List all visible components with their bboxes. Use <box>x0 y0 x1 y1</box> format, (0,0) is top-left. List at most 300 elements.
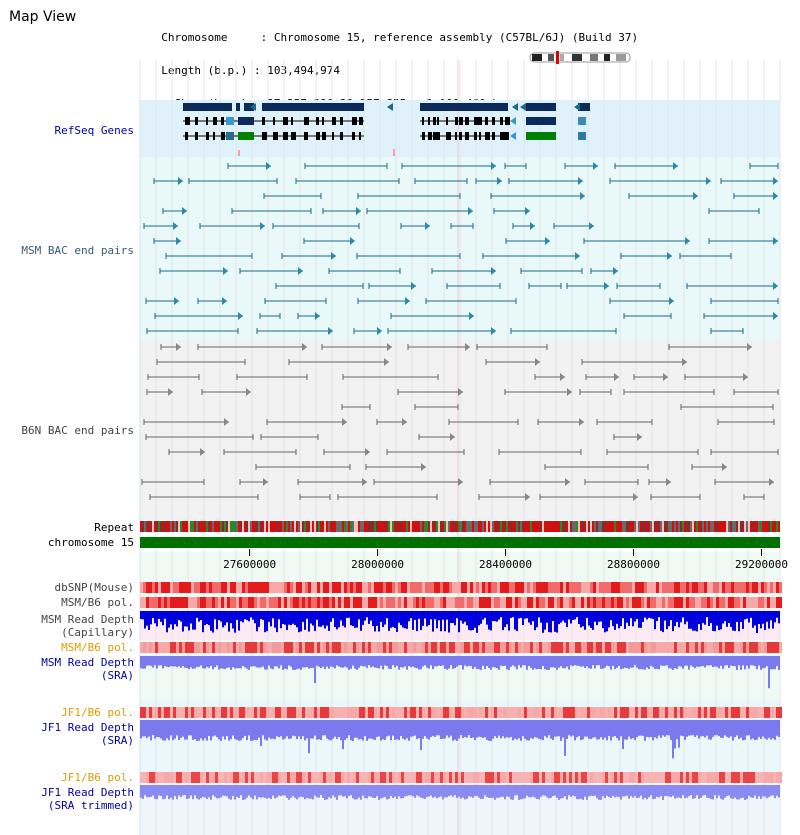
read-depth-bar <box>630 656 632 668</box>
read-depth-bar <box>540 785 542 797</box>
polymorphism-cell <box>713 772 716 783</box>
read-depth-bar <box>632 785 634 798</box>
read-depth-bar <box>378 785 380 800</box>
gene-exon <box>465 117 469 125</box>
read-depth-bar <box>734 720 736 737</box>
repeat-element <box>356 521 358 532</box>
read-depth-bar <box>530 720 532 738</box>
read-depth-bar <box>342 611 344 626</box>
read-depth-bar <box>402 656 404 668</box>
read-depth-bar <box>284 785 286 795</box>
read-depth-bar <box>442 720 444 739</box>
repeat-element <box>412 521 414 532</box>
polymorphism-cell <box>731 772 734 783</box>
read-depth-bar <box>574 720 576 740</box>
repeat-element <box>590 521 592 532</box>
read-depth-bar <box>314 785 316 796</box>
read-depth-bar <box>210 656 212 666</box>
repeat-element <box>216 521 218 532</box>
polymorphism-cell <box>569 642 572 653</box>
read-depth-bar <box>238 785 240 798</box>
read-depth-bar <box>384 720 386 740</box>
polymorphism-cell <box>713 582 716 593</box>
read-depth-bar <box>600 656 602 669</box>
read-depth-bar <box>234 720 236 739</box>
polymorphism-cell <box>590 582 593 593</box>
read-depth-bar <box>404 720 406 740</box>
read-depth-bar <box>412 656 414 667</box>
read-depth-bar <box>244 611 246 619</box>
read-depth-bar <box>478 656 480 669</box>
polymorphism-cell <box>587 707 590 718</box>
polymorphism-cell <box>761 772 764 783</box>
read-depth-bar <box>444 611 446 631</box>
track-label-b6n-bac[interactable]: B6N BAC end pairs <box>21 424 134 437</box>
read-depth-bar <box>522 720 524 736</box>
polymorphism-cell <box>215 707 218 718</box>
gene-exon <box>505 117 510 125</box>
read-depth-bar <box>408 785 410 795</box>
polymorphism-cell <box>464 707 467 718</box>
read-depth-bar <box>440 785 442 796</box>
polymorphism-cell <box>278 707 281 718</box>
read-depth-bar <box>366 611 368 617</box>
polymorphism-cell <box>740 642 743 653</box>
read-depth-bar <box>200 611 202 620</box>
gene-exon <box>474 132 477 140</box>
polymorphism-cell <box>329 772 332 783</box>
polymorphism-cell <box>677 582 680 593</box>
polymorphism-cell <box>257 642 260 653</box>
read-depth-bar <box>376 720 378 737</box>
gene-exon <box>304 132 308 140</box>
polymorphism-cell <box>548 597 551 608</box>
polymorphism-cell <box>623 582 626 593</box>
read-depth-bar <box>380 656 382 666</box>
read-depth-bar <box>554 720 556 737</box>
read-depth-bar <box>462 785 464 798</box>
read-depth-bar <box>292 720 294 736</box>
polymorphism-cell <box>395 642 398 653</box>
polymorphism-cell <box>575 582 578 593</box>
repeat-element <box>192 521 194 532</box>
polymorphism-cell <box>353 707 356 718</box>
polymorphism-cell <box>473 772 476 783</box>
read-depth-bar <box>566 656 568 667</box>
polymorphism-cell <box>755 772 758 783</box>
polymorphism-cell <box>473 707 476 718</box>
polymorphism-cell <box>707 642 710 653</box>
track-label-msm-depth-sra[interactable]: MSM Read Depth <box>41 656 134 669</box>
read-depth-bar <box>614 785 616 797</box>
repeat-element <box>260 521 262 532</box>
polymorphism-cell <box>581 707 584 718</box>
read-depth-bar <box>490 656 492 670</box>
polymorphism-cell <box>152 772 155 783</box>
read-depth-bar <box>704 656 706 667</box>
read-depth-bar <box>576 656 578 666</box>
gene-exon <box>340 117 343 125</box>
repeat-element <box>528 521 530 532</box>
polymorphism-cell <box>581 582 584 593</box>
read-depth-bar <box>502 656 504 666</box>
read-depth-bar <box>634 611 636 622</box>
polymorphism-cell <box>659 597 662 608</box>
polymorphism-cell <box>536 772 539 783</box>
read-depth-bar <box>194 656 196 668</box>
read-depth-bar <box>602 720 604 740</box>
polymorphism-cell <box>326 642 329 653</box>
read-depth-bar <box>498 785 500 798</box>
polymorphism-cell <box>188 597 191 608</box>
read-depth-bar <box>322 720 324 735</box>
polymorphism-cell <box>407 582 410 593</box>
read-depth-bar <box>330 785 332 798</box>
read-depth-bar <box>306 720 308 738</box>
repeat-element <box>744 521 746 532</box>
polymorphism-cell <box>602 642 605 653</box>
polymorphism-cell <box>245 642 248 653</box>
read-depth-bar <box>506 656 508 669</box>
repeat-element <box>204 521 206 532</box>
read-depth-bar <box>578 720 580 736</box>
read-depth-bar <box>642 720 644 736</box>
read-depth-bar <box>454 611 456 625</box>
read-depth-bar <box>236 785 238 797</box>
repeat-element <box>736 521 738 532</box>
polymorphism-cell <box>323 772 326 783</box>
read-depth-bar <box>764 656 766 668</box>
polymorphism-cell <box>644 772 647 783</box>
polymorphism-cell <box>533 707 536 718</box>
read-depth-bar <box>370 720 372 739</box>
repeat-element <box>592 521 594 532</box>
polymorphism-cell <box>311 772 314 783</box>
polymorphism-cell <box>518 597 521 608</box>
repeat-element <box>648 521 650 532</box>
repeat-element <box>770 521 772 532</box>
read-depth-bar <box>528 611 530 623</box>
read-depth-bar <box>596 611 598 625</box>
read-depth-bar <box>578 611 580 624</box>
read-depth-bar <box>668 656 670 668</box>
read-depth-bar <box>684 720 686 740</box>
repeat-element <box>298 521 300 532</box>
read-depth-bar <box>272 785 274 796</box>
read-depth-bar <box>468 720 470 735</box>
polymorphism-cell <box>299 642 302 653</box>
polymorphism-cell <box>158 642 161 653</box>
track-label-jf1-b6-pol-1[interactable]: JF1/B6 pol. <box>61 706 134 719</box>
read-depth-bar <box>546 611 548 623</box>
read-depth-bar <box>178 785 180 795</box>
read-depth-bar <box>298 656 300 669</box>
polymorphism-cell <box>218 642 221 653</box>
read-depth-bar <box>402 720 404 739</box>
read-depth-bar <box>608 611 610 627</box>
polymorphism-cell <box>320 582 323 593</box>
polymorphism-cell <box>422 642 425 653</box>
read-depth-bar <box>570 656 572 665</box>
read-depth-bar <box>406 656 408 670</box>
read-depth-bar <box>732 611 734 631</box>
repeat-element <box>386 521 388 532</box>
polymorphism-cell <box>539 642 542 653</box>
polymorphism-cell <box>638 642 641 653</box>
read-depth-bar <box>446 611 448 620</box>
read-depth-bar <box>156 720 158 737</box>
read-depth-bar <box>576 785 578 799</box>
read-depth-bar <box>174 656 176 666</box>
polymorphism-cell <box>470 707 473 718</box>
read-depth-bar <box>462 720 464 738</box>
read-depth-bar <box>344 656 346 667</box>
track-label-jf1-depth-sra-sub: (SRA) <box>100 734 134 747</box>
polymorphism-cell <box>344 597 347 608</box>
polymorphism-cell <box>671 597 674 608</box>
repeat-element <box>188 521 190 532</box>
track-label-jf1-depth-trimmed[interactable]: JF1 Read Depth <box>41 786 134 799</box>
read-depth-bar <box>506 720 508 737</box>
polymorphism-cell <box>638 597 641 608</box>
repeat-element <box>738 521 740 532</box>
polymorphism-cell <box>440 642 443 653</box>
polymorphism-cell <box>743 642 746 653</box>
polymorphism-cell <box>707 597 710 608</box>
polymorphism-cell <box>389 772 392 783</box>
read-depth-bar <box>566 785 568 800</box>
read-depth-bar <box>624 720 626 739</box>
read-depth-bar <box>672 656 674 670</box>
polymorphism-cell <box>452 642 455 653</box>
read-depth-bar <box>690 785 692 795</box>
read-depth-bar <box>422 785 424 798</box>
read-depth-bar <box>656 656 658 669</box>
read-depth-bar <box>768 785 770 797</box>
read-depth-bar <box>428 720 430 740</box>
repeat-element <box>520 521 522 532</box>
polymorphism-cell <box>446 597 449 608</box>
read-depth-bar <box>300 785 302 797</box>
read-depth-bar <box>658 611 660 617</box>
gene-exon <box>322 117 324 125</box>
track-label-chromosome[interactable]: chromosome 15 <box>47 536 134 549</box>
read-depth-bar <box>558 720 560 736</box>
polymorphism-cell <box>479 772 482 783</box>
polymorphism-cell <box>284 597 287 608</box>
read-depth-bar <box>516 720 518 740</box>
repeat-element <box>202 521 204 532</box>
repeat-element <box>350 521 352 532</box>
read-depth-bar <box>614 720 616 736</box>
track-label-jf1-depth-sra[interactable]: JF1 Read Depth <box>41 721 134 734</box>
read-depth-bar <box>304 785 306 799</box>
polymorphism-cell <box>347 597 350 608</box>
read-depth-bar <box>764 720 766 739</box>
polymorphism-cell <box>761 582 764 593</box>
polymorphism-cell <box>755 597 758 608</box>
polymorphism-cell <box>653 642 656 653</box>
read-depth-bar <box>744 656 746 669</box>
repeat-element <box>230 521 232 532</box>
track-label-msm-b6-pol-2[interactable]: MSM/B6 pol. <box>61 641 134 654</box>
polymorphism-cell <box>407 707 410 718</box>
polymorphism-cell <box>476 597 479 608</box>
read-depth-bar <box>248 656 250 670</box>
read-depth-bar <box>320 656 322 668</box>
read-depth-bar <box>428 785 430 796</box>
read-depth-bar <box>206 720 208 741</box>
polymorphism-cell <box>224 582 227 593</box>
read-depth-bar <box>572 656 574 666</box>
read-depth-bar <box>642 611 644 622</box>
read-depth-bar <box>626 785 628 796</box>
polymorphism-cell <box>377 772 380 783</box>
repeat-element <box>764 521 766 532</box>
read-depth-bar <box>472 720 474 738</box>
gene-exon <box>428 117 430 125</box>
polymorphism-cell <box>341 772 344 783</box>
repeat-element <box>210 521 212 532</box>
read-depth-bar <box>184 785 186 795</box>
track-label-dbsnp[interactable]: dbSNP(Mouse) <box>54 581 134 594</box>
read-depth-bar <box>170 611 172 624</box>
track-label-jf1-b6-pol-2[interactable]: JF1/B6 pol. <box>61 771 134 784</box>
polymorphism-cell <box>266 772 269 783</box>
read-depth-bar <box>492 611 494 621</box>
polymorphism-cell <box>470 642 473 653</box>
read-depth-bar <box>526 656 528 670</box>
read-depth-bar <box>172 656 174 667</box>
read-depth-bar <box>494 785 496 800</box>
read-depth-bar <box>292 611 294 624</box>
polymorphism-cell <box>737 582 740 593</box>
polymorphism-cell <box>239 642 242 653</box>
read-depth-bar <box>746 720 748 735</box>
read-depth-bar <box>464 611 466 622</box>
polymorphism-cell <box>452 772 455 783</box>
polymorphism-cell <box>674 707 677 718</box>
polymorphism-cell <box>281 597 284 608</box>
read-depth-bar <box>162 785 164 799</box>
polymorphism-cell <box>647 772 650 783</box>
read-depth-bar <box>572 611 574 620</box>
polymorphism-cell <box>599 772 602 783</box>
read-depth-bar <box>260 611 262 619</box>
polymorphism-cell <box>434 772 437 783</box>
read-depth-bar <box>178 611 180 620</box>
read-depth-bar <box>666 720 668 735</box>
repeat-element <box>314 521 316 532</box>
read-depth-bar <box>626 611 628 623</box>
read-depth-bar <box>418 611 420 619</box>
polymorphism-cell <box>761 707 764 718</box>
read-depth-bar <box>558 785 560 800</box>
read-depth-bar <box>498 720 500 736</box>
read-depth-bar <box>728 656 730 668</box>
polymorphism-cell <box>287 597 290 608</box>
polymorphism-cell <box>197 642 200 653</box>
read-depth-bar <box>456 720 458 741</box>
polymorphism-cell <box>464 597 467 608</box>
polymorphism-cell <box>587 772 590 783</box>
read-depth-bar <box>634 785 636 796</box>
read-depth-bar <box>644 720 646 741</box>
read-depth-bar <box>312 785 314 799</box>
read-depth-bar <box>186 720 188 739</box>
polymorphism-cell <box>539 772 542 783</box>
polymorphism-cell <box>272 707 275 718</box>
track-label-msm-bac[interactable]: MSM BAC end pairs <box>21 244 134 257</box>
read-depth-bar <box>190 785 192 795</box>
repeat-element <box>504 521 506 532</box>
polymorphism-cell <box>317 597 320 608</box>
read-depth-bar <box>616 720 618 738</box>
track-label-repeat[interactable]: Repeat <box>94 521 134 534</box>
polymorphism-cell <box>491 642 494 653</box>
read-depth-bar <box>336 611 338 629</box>
read-depth-bar <box>530 785 532 797</box>
polymorphism-cell <box>248 582 251 593</box>
read-depth-bar <box>168 656 170 667</box>
read-depth-bar <box>324 656 326 669</box>
read-depth-bar <box>354 720 356 738</box>
repeat-element <box>658 521 660 532</box>
polymorphism-cell <box>398 707 401 718</box>
read-depth-bar <box>424 656 426 665</box>
read-depth-bar <box>650 785 652 795</box>
gene-exon <box>332 132 334 140</box>
gene-exon <box>262 132 267 140</box>
polymorphism-cell <box>164 772 167 783</box>
track-label-refseq[interactable]: RefSeq Genes <box>54 124 134 137</box>
read-depth-bar <box>266 656 268 669</box>
polymorphism-cell <box>416 597 419 608</box>
polymorphism-cell <box>323 597 326 608</box>
read-depth-bar <box>446 656 448 670</box>
read-depth-bar <box>434 720 436 737</box>
track-label-msm-depth-capillary[interactable]: MSM Read Depth <box>41 613 134 626</box>
polymorphism-cell <box>491 597 494 608</box>
polymorphism-cell <box>716 582 719 593</box>
read-depth-bar <box>142 656 144 669</box>
read-depth-bar <box>654 611 656 629</box>
gene-exon <box>433 117 436 125</box>
polymorphism-cell <box>407 772 410 783</box>
polymorphism-cell <box>545 772 548 783</box>
read-depth-bar <box>426 656 428 668</box>
read-depth-bar <box>672 720 674 758</box>
gene-exon <box>195 132 198 140</box>
polymorphism-cell <box>152 707 155 718</box>
repeat-element <box>488 521 490 532</box>
read-depth-bar <box>318 785 320 798</box>
polymorphism-cell <box>641 597 644 608</box>
polymorphism-cell <box>515 642 518 653</box>
read-depth-bar <box>528 785 530 797</box>
polymorphism-cell <box>197 582 200 593</box>
gene-marker <box>238 150 240 156</box>
repeat-element <box>422 521 424 532</box>
read-depth-bar <box>316 656 318 666</box>
read-depth-bar <box>404 611 406 628</box>
track-label-msm-b6-pol-1[interactable]: MSM/B6 pol. <box>61 596 134 609</box>
read-depth-bar <box>244 720 246 736</box>
read-depth-bar <box>702 720 704 736</box>
polymorphism-cell <box>575 772 578 783</box>
polymorphism-cell <box>767 772 770 783</box>
read-depth-bar <box>182 785 184 795</box>
